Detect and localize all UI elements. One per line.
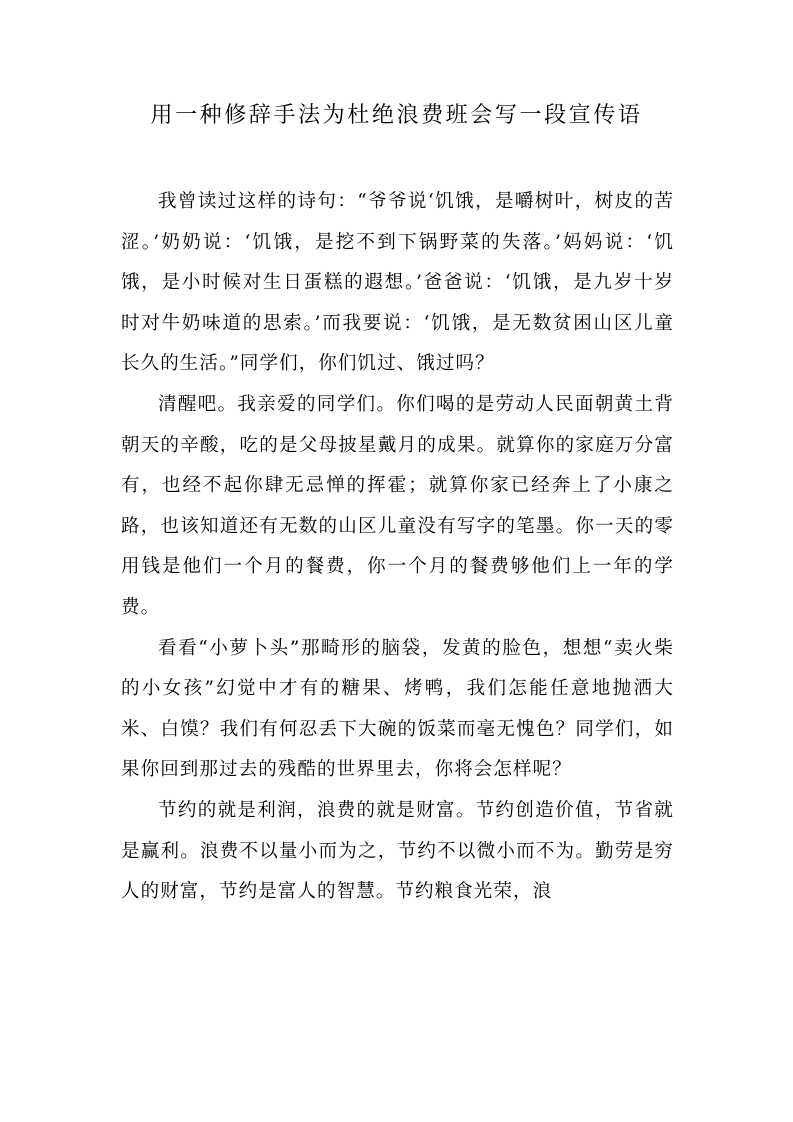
paragraph-thrift: 节约的就是利润，浪费的就是财富。节约创造价值，节省就是赢利。浪费不以量小而为之，节约不以微小而不为。勤劳是穷人的财富，节约是富人的智慧。节约粮食光荣，浪 bbox=[121, 799, 674, 903]
document-body bbox=[121, 182, 674, 913]
paragraph-wake-up: 清醒吧。我亲爱的同学们。你们喝的是劳动人民面朝黄土背朝天的辛酸，吃的是父母披星戴月的成果。就算你的家庭万分富有，也经不起你肆无忌惮的挥霍；就算你家已经奔上了小康之路，也该知道还有无数的山区儿童没有写字的笔墨。你一天的零用钱是他们一个月的餐费，你一个月的餐费够他们上一年的学费。 bbox=[121, 393, 674, 618]
paragraph-look: 看看“小萝卜头”那畸形的脑袋，发黄的脸色，想想“卖火柴的小女孩”幻觉中才有的糖果、烤鸭，我们怎能任意地抛洒大米、白馍？我们有何忍丢下大碗的饭菜而毫无愧色？同学们，如果你回到那过去的残酷的世界里去，你将会怎样呢？ bbox=[121, 637, 674, 781]
document-title: 用一种修辞手法为杜绝浪费班会写一段宣传语 bbox=[150, 103, 643, 128]
paragraph-poem: 我曾读过这样的诗句：“爷爷说‘饥饿，是嚼树叶，树皮的苦涩。’奶奶说：‘饥饿，是挖不到下锅野菜的失落。’妈妈说：‘饥饿，是小时候对生日蛋糕的遐想。’爸爸说：‘饥饿，是九岁十岁时对牛奶味道的思索。’而我要说：‘饥饿，是无数贫困山区儿童长久的生活。”同学们，你们饥过、饿过吗？ bbox=[121, 191, 674, 375]
